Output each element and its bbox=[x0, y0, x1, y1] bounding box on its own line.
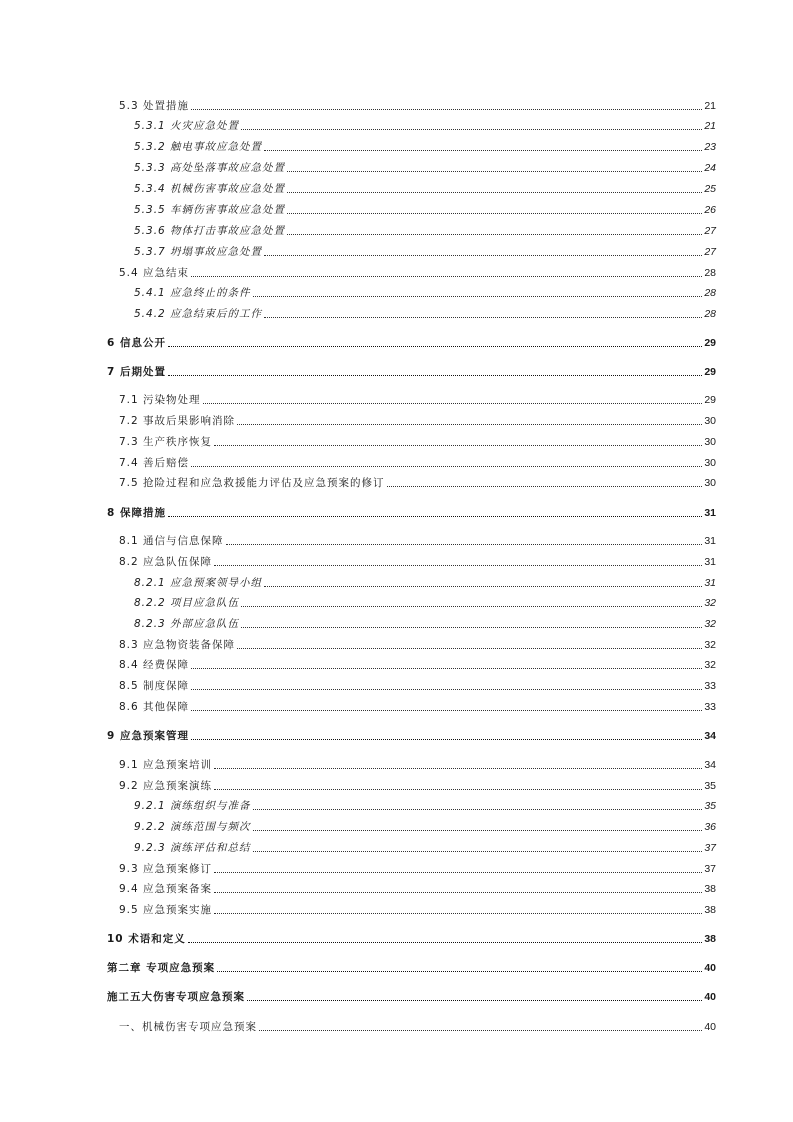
toc-entry-page-number: 29 bbox=[704, 394, 716, 406]
toc-entry-title: 7.3 生产秩序恢复 bbox=[119, 436, 213, 448]
toc-entry-title: 10 术语和定义 bbox=[107, 933, 186, 945]
dot-leader bbox=[191, 109, 702, 110]
dot-leader bbox=[217, 971, 702, 972]
toc-entry-page-number: 31 bbox=[704, 535, 716, 547]
dot-leader bbox=[214, 913, 702, 914]
dot-leader bbox=[203, 403, 703, 404]
toc-entry-page-number: 27 bbox=[704, 225, 716, 237]
toc-entry-page-number: 21 bbox=[704, 100, 716, 112]
dot-leader bbox=[214, 565, 702, 566]
toc-entry-page-number: 35 bbox=[704, 800, 716, 812]
toc-entry-page-number: 24 bbox=[704, 162, 716, 174]
toc-entry[interactable] bbox=[107, 334, 716, 350]
toc-entry-title: 8.2.2 项目应急队伍 bbox=[134, 597, 240, 609]
toc-entry[interactable] bbox=[119, 412, 716, 428]
toc-entry-page-number: 29 bbox=[704, 366, 716, 378]
toc-entry-page-number: 38 bbox=[704, 933, 716, 945]
dot-leader bbox=[168, 346, 702, 347]
dot-leader bbox=[253, 809, 703, 810]
toc-entry-title: 5.3.6 物体打击事故应急处置 bbox=[134, 225, 286, 237]
toc-entry-title: 8.1 通信与信息保障 bbox=[119, 535, 224, 547]
toc-entry[interactable] bbox=[119, 656, 716, 672]
toc-entry-page-number: 25 bbox=[704, 183, 716, 195]
toc-entry-page-number: 38 bbox=[704, 904, 716, 916]
toc-entry-page-number: 32 bbox=[704, 618, 716, 630]
toc-entry[interactable] bbox=[119, 860, 716, 876]
toc-entry-title: 9.5 应急预案实施 bbox=[119, 904, 213, 916]
toc-entry[interactable] bbox=[119, 636, 716, 652]
toc-entry-title: 5.3 处置措施 bbox=[119, 100, 190, 112]
toc-entry[interactable] bbox=[134, 574, 716, 590]
dot-leader bbox=[191, 739, 702, 740]
toc-entry-title: 6 信息公开 bbox=[107, 337, 166, 349]
toc-entry-page-number: 37 bbox=[704, 863, 716, 875]
toc-entry-page-number: 29 bbox=[704, 337, 716, 349]
toc-entry-title: 9.2.3 演练评估和总结 bbox=[134, 842, 251, 854]
toc-entry-page-number: 27 bbox=[704, 246, 716, 258]
toc-entry[interactable] bbox=[107, 504, 716, 520]
toc-entry-page-number: 28 bbox=[704, 267, 716, 279]
toc-entry-title: 9.4 应急预案备案 bbox=[119, 883, 213, 895]
dot-leader bbox=[191, 689, 702, 690]
toc-entry-page-number: 28 bbox=[704, 287, 716, 299]
dot-leader bbox=[264, 255, 702, 256]
toc-entry[interactable] bbox=[134, 818, 716, 834]
dot-leader bbox=[214, 789, 702, 790]
toc-entry-page-number: 40 bbox=[704, 1021, 716, 1033]
dot-leader bbox=[214, 445, 702, 446]
dot-leader bbox=[287, 171, 702, 172]
toc-entry-title: 5.3.2 触电事故应急处置 bbox=[134, 141, 263, 153]
toc-entry[interactable] bbox=[107, 930, 716, 946]
toc-entry-title: 7.1 污染物处理 bbox=[119, 394, 201, 406]
toc-entry-page-number: 31 bbox=[704, 556, 716, 568]
toc-entry-page-number: 26 bbox=[704, 204, 716, 216]
dot-leader bbox=[287, 192, 702, 193]
toc-entry[interactable] bbox=[134, 797, 716, 813]
dot-leader bbox=[191, 710, 702, 711]
dot-leader bbox=[168, 375, 702, 376]
toc-entry-page-number: 35 bbox=[704, 780, 716, 792]
toc-entry[interactable] bbox=[134, 201, 716, 217]
toc-entry-page-number: 30 bbox=[704, 415, 716, 427]
toc-entry-page-number: 32 bbox=[704, 659, 716, 671]
toc-entry-page-number: 33 bbox=[704, 701, 716, 713]
toc-entry[interactable] bbox=[119, 677, 716, 693]
toc-entry-page-number: 31 bbox=[704, 577, 716, 589]
toc-entry[interactable] bbox=[119, 901, 716, 917]
toc-entry-title: 7.2 事故后果影响消除 bbox=[119, 415, 236, 427]
toc-entry-title: 9.1 应急预案培训 bbox=[119, 759, 213, 771]
dot-leader bbox=[287, 213, 702, 214]
toc-entry-page-number: 32 bbox=[704, 639, 716, 651]
toc-entry-page-number: 37 bbox=[704, 842, 716, 854]
toc-entry-page-number: 34 bbox=[704, 759, 716, 771]
toc-entry-page-number: 21 bbox=[704, 120, 716, 132]
toc-entry[interactable] bbox=[119, 264, 716, 280]
dot-leader bbox=[214, 892, 702, 893]
toc-entry-title: 8.2 应急队伍保障 bbox=[119, 556, 213, 568]
toc-entry[interactable] bbox=[119, 433, 716, 449]
dot-leader bbox=[237, 648, 702, 649]
toc-entry-title: 9.2.1 演练组织与准备 bbox=[134, 800, 251, 812]
dot-leader bbox=[237, 424, 702, 425]
toc-entry[interactable] bbox=[134, 180, 716, 196]
toc-entry-title: 9 应急预案管理 bbox=[107, 730, 189, 742]
dot-leader bbox=[247, 1000, 702, 1001]
toc-entry-title: 施工五大伤害专项应急预案 bbox=[107, 991, 245, 1003]
toc-entry-title: 5.4.2 应急结束后的工作 bbox=[134, 308, 263, 320]
toc-entry[interactable] bbox=[119, 777, 716, 793]
dot-leader bbox=[214, 768, 702, 769]
dot-leader bbox=[264, 586, 702, 587]
dot-leader bbox=[264, 150, 702, 151]
toc-entry-title: 5.3.3 高处坠落事故应急处置 bbox=[134, 162, 286, 174]
dot-leader bbox=[191, 668, 702, 669]
toc-entry-page-number: 40 bbox=[704, 962, 716, 974]
toc-entry[interactable] bbox=[134, 594, 716, 610]
dot-leader bbox=[191, 276, 702, 277]
toc-entry-page-number: 40 bbox=[704, 991, 716, 1003]
toc-entry-title: 5.3.4 机械伤害事故应急处置 bbox=[134, 183, 286, 195]
toc-entry-page-number: 34 bbox=[704, 730, 716, 742]
toc-entry-page-number: 30 bbox=[704, 436, 716, 448]
toc-entry-title: 第二章 专项应急预案 bbox=[107, 962, 216, 974]
toc-entry[interactable] bbox=[119, 698, 716, 714]
toc-entry[interactable] bbox=[119, 532, 716, 548]
dot-leader bbox=[253, 830, 703, 831]
toc-entry[interactable] bbox=[134, 138, 716, 154]
dot-leader bbox=[264, 317, 702, 318]
dot-leader bbox=[253, 851, 703, 852]
toc-entry[interactable] bbox=[107, 363, 716, 379]
toc-entry[interactable] bbox=[119, 880, 716, 896]
toc-entry[interactable] bbox=[134, 159, 716, 175]
dot-leader bbox=[253, 296, 703, 297]
dot-leader bbox=[226, 544, 703, 545]
toc-entry-title: 5.4 应急结束 bbox=[119, 267, 190, 279]
dot-leader bbox=[387, 486, 703, 487]
dot-leader bbox=[259, 1030, 702, 1031]
dot-leader bbox=[188, 942, 703, 943]
toc-entry[interactable] bbox=[119, 454, 716, 470]
toc-entry[interactable] bbox=[107, 727, 716, 743]
toc-entry[interactable] bbox=[119, 474, 716, 490]
toc-entry[interactable] bbox=[119, 756, 716, 772]
toc-entry-title: 8 保障措施 bbox=[107, 507, 166, 519]
toc-entry-title: 9.3 应急预案修订 bbox=[119, 863, 213, 875]
dot-leader bbox=[287, 234, 702, 235]
toc-entry-page-number: 30 bbox=[704, 457, 716, 469]
toc-entry-title: 8.6 其他保障 bbox=[119, 701, 190, 713]
toc-entry-title: 5.3.7 坍塌事故应急处置 bbox=[134, 246, 263, 258]
toc-entry-page-number: 28 bbox=[704, 308, 716, 320]
toc-entry-title: 8.4 经费保障 bbox=[119, 659, 190, 671]
toc-entry-title: 9.2.2 演练范围与频次 bbox=[134, 821, 251, 833]
toc-entry[interactable] bbox=[119, 553, 716, 569]
toc-entry-page-number: 23 bbox=[704, 141, 716, 153]
toc-entry[interactable] bbox=[107, 959, 716, 975]
toc-entry-page-number: 38 bbox=[704, 883, 716, 895]
toc-entry-page-number: 32 bbox=[704, 597, 716, 609]
toc-entry-title: 8.3 应急物资装备保障 bbox=[119, 639, 236, 651]
dot-leader bbox=[168, 516, 702, 517]
toc-entry-title: 8.5 制度保障 bbox=[119, 680, 190, 692]
toc-entry[interactable] bbox=[134, 305, 716, 321]
toc-entry[interactable] bbox=[134, 615, 716, 631]
toc-entry[interactable] bbox=[134, 839, 716, 855]
toc-entry-title: 5.3.1 火灾应急处置 bbox=[134, 120, 240, 132]
toc-entry-page-number: 36 bbox=[704, 821, 716, 833]
dot-leader bbox=[241, 606, 702, 607]
dot-leader bbox=[241, 627, 702, 628]
dot-leader bbox=[214, 872, 702, 873]
toc-entry-title: 9.2 应急预案演练 bbox=[119, 780, 213, 792]
toc-entry[interactable] bbox=[119, 1018, 716, 1034]
toc-entry-title: 5.3.5 车辆伤害事故应急处置 bbox=[134, 204, 286, 216]
toc-entry-title: 5.4.1 应急终止的条件 bbox=[134, 287, 251, 299]
toc-entry[interactable] bbox=[134, 117, 716, 133]
toc-entry-title: 7.4 善后赔偿 bbox=[119, 457, 190, 469]
toc-entry-page-number: 31 bbox=[704, 507, 716, 519]
toc-entry[interactable] bbox=[107, 988, 716, 1004]
toc-entry-title: 8.2.3 外部应急队伍 bbox=[134, 618, 240, 630]
toc-entry[interactable] bbox=[134, 222, 716, 238]
toc-entry[interactable] bbox=[134, 284, 716, 300]
dot-leader bbox=[191, 466, 702, 467]
toc-entry-title: 一、机械伤害专项应急预案 bbox=[119, 1021, 257, 1033]
toc-entry-title: 8.2.1 应急预案领导小组 bbox=[134, 577, 263, 589]
toc-entry-page-number: 30 bbox=[704, 477, 716, 489]
toc-entry-page-number: 33 bbox=[704, 680, 716, 692]
toc-entry-title: 7 后期处置 bbox=[107, 366, 166, 378]
dot-leader bbox=[241, 129, 702, 130]
toc-entry-title: 7.5 抢险过程和应急救援能力评估及应急预案的修订 bbox=[119, 477, 385, 489]
toc-entry[interactable] bbox=[134, 243, 716, 259]
toc-entry[interactable] bbox=[119, 391, 716, 407]
toc-entry[interactable] bbox=[119, 97, 716, 113]
